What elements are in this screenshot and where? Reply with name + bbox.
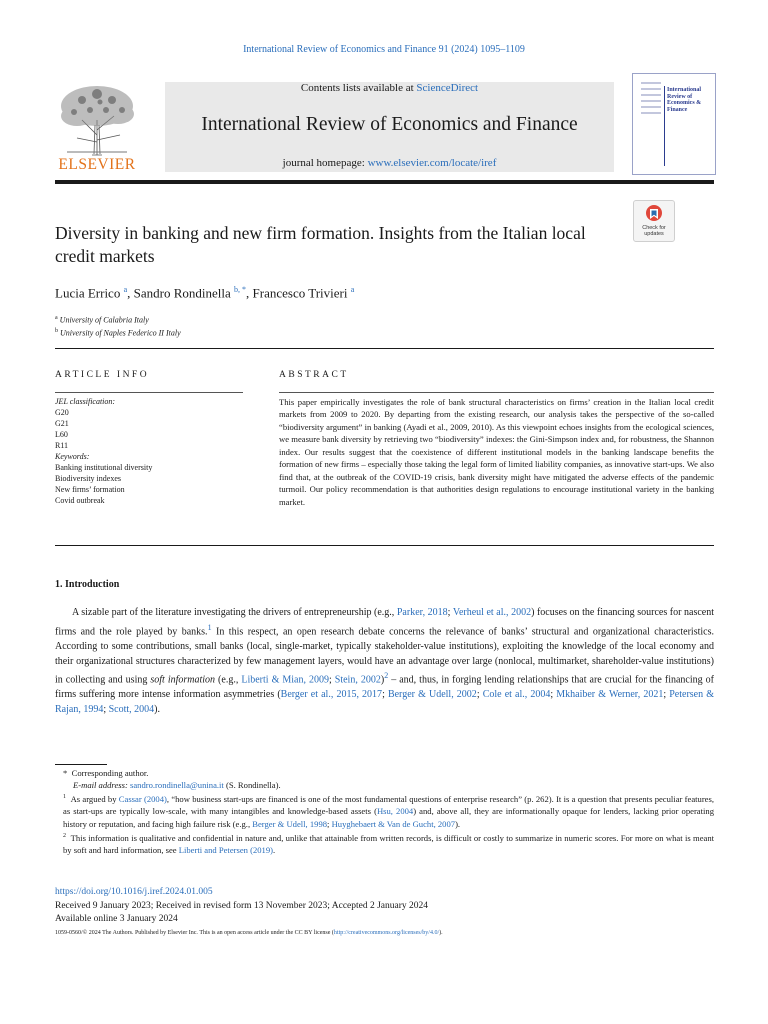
cover-stripe bbox=[664, 86, 665, 166]
jel-code: R11 bbox=[55, 441, 69, 450]
jel-code: L60 bbox=[55, 430, 68, 439]
author-affil-mark[interactable]: a bbox=[123, 285, 128, 294]
abstract-text: This paper empirically investigates the role of bank structural characteristics on firms’ creation in the Italian local credit markets from 2009 to 2020. By departing from the existing research, our analysis takes the perspective of the so-called “biodiversity argument” in banking (Ayadi et al., 2009, 2010). As this viewpoint echoes insights from the ecological sciences, we measure bank diversity by retrieving two “biodiversity” indexes: the Gini-Simpson index and, for robustness, the Shannon index. Our results suggest that the coexistence of different institutional models in the banking landscape benefits the formation of new firms – especially those taking the legal form of limited liability companies, as innovative start-ups. We also find that, at the outbreak of the COVID-19 crisis, bank diversity might have mitigated the adverse effects of the pandemic turmoil. Our policy recommendation is that authorities design regulations to encourage institutional variety in the banking market. bbox=[279, 397, 714, 507]
homepage-line bbox=[165, 157, 614, 169]
author-affil-mark[interactable]: a bbox=[350, 285, 355, 294]
doi-link[interactable]: https://doi.org/10.1016/j.iref.2024.01.005 bbox=[55, 887, 213, 897]
check-for-updates-button[interactable] bbox=[633, 200, 675, 242]
elsevier-tree-icon bbox=[52, 80, 142, 156]
footnote-link[interactable]: 1 bbox=[207, 622, 212, 632]
section-rule bbox=[55, 348, 714, 349]
cover-inner bbox=[637, 78, 709, 168]
jel-label: JEL classification: bbox=[55, 397, 116, 406]
citation-link[interactable]: Stein, 2002 bbox=[334, 674, 381, 686]
citation-link[interactable]: Liberti and Petersen (2019) bbox=[178, 844, 274, 855]
affiliations bbox=[55, 313, 181, 338]
email-link[interactable]: sandro.rondinella@unina.it bbox=[129, 780, 224, 791]
header-rule bbox=[55, 180, 714, 184]
abstract-rule bbox=[279, 392, 714, 393]
citation-link[interactable]: Scott, 2004 bbox=[108, 704, 155, 716]
citation-link[interactable]: Huyghebaert & Van de Gucht, 2007 bbox=[331, 818, 456, 829]
cover-title: International Review of Economics & Finance bbox=[667, 87, 702, 113]
citation-link[interactable]: Verheul et al., 2002 bbox=[452, 607, 532, 618]
affil-sup: b bbox=[55, 327, 58, 334]
journal-title: International Review of Economics and Finance bbox=[201, 114, 578, 135]
author-list: Lucia Errico $^a$, Sandro Rondinella $^{b, *}$, Francesco Trivieri $^a$ bbox=[55, 285, 355, 301]
contents-prefix: Contents lists available at bbox=[300, 82, 417, 94]
received-dates: Received 9 January 2023; Received in revised form 13 November 2023; Accepted 2 January 2024 bbox=[55, 901, 429, 911]
citation-link[interactable]: Berger & Udell, 1998 bbox=[252, 818, 328, 829]
keyword: Covid outbreak bbox=[55, 496, 105, 505]
check-for-updates-label: Check for updates bbox=[642, 225, 666, 237]
affil-text: University of Calabria Italy bbox=[59, 315, 149, 325]
citation-link[interactable]: Berger et al., 2015, 2017 bbox=[280, 689, 383, 701]
abstract-heading: ABSTRACT bbox=[279, 370, 349, 380]
citation-link[interactable]: Petersen & Rajan, 1994 bbox=[55, 689, 715, 716]
citation-link[interactable]: Cole et al., 2004 bbox=[482, 689, 551, 701]
cover-decoration bbox=[641, 82, 661, 118]
corresponding-author-note: * Corresponding author. bbox=[63, 768, 149, 778]
affil-text: University of Naples Federico II Italy bbox=[60, 328, 181, 338]
affil-sup: a bbox=[55, 315, 58, 321]
paragraph: A sizable part of the literature investigating the drivers of entrepreneurship (e.g., Parker, 2018; Verheul et al., 2002) focuses on the financing sources for nascent firms and the role played by banks.$^1$ In this respect, an open research debate concerns the relevance of banks’ structural and organizational characteristics. According to some contributions, small banks (local, single-market, typically stakeholder-value institutions), exploiting the knowledge of the local economy and their organizational structures characterized by few management layers, would have an advantage over large (nonlocal, multimarket, shareholder-value institutions) in collecting and using soft information (e.g., Liberti & Mian, 2009; Stein, 2002)$^2$ – and, thus, in forging lending relationships that are crucial for the financing of firms suffering more intense information asymmetries (Berger et al., 2015, 2017; Berger & Udell, 2002; Cole et al., 2004; Mkhaiber & Werner, 2021; Petersen & Rajan, 1994; Scott, 2004). bbox=[55, 607, 715, 716]
license-line: 1059-0560/© 2024 The Authors. Published by Elsevier Inc. This is an open access article under the CC BY license (http://creativecommons.org/licenses/by/4.0/). bbox=[55, 930, 443, 936]
license-link[interactable]: http://creativecommons.org/licenses/by/4.0/ bbox=[333, 930, 440, 936]
sciencedirect-link[interactable]: ScienceDirect bbox=[416, 82, 479, 94]
section-rule bbox=[55, 545, 714, 546]
article-title: Diversity in banking and new firm formation. Insights from the Italian local credit markets bbox=[55, 223, 586, 266]
article-info bbox=[55, 396, 243, 506]
section-heading: 1. Introduction bbox=[55, 579, 120, 590]
elsevier-wordmark: ELSEVIER bbox=[58, 156, 136, 173]
citation-link[interactable]: Cassar (2004) bbox=[118, 794, 167, 805]
jel-code: G21 bbox=[55, 419, 69, 428]
footnote-2: $^2$ This information is qualitative and confidential in nature and, unlike that attainable from written records, is difficult or costly to summarize in numeric scores. For more on what is meant by soft and hard information, see Liberti and Petersen (2019). bbox=[63, 832, 715, 855]
citation-link[interactable]: Hsu, 2004 bbox=[376, 806, 414, 817]
footnote-link[interactable]: 2 bbox=[384, 671, 389, 681]
author-affil-mark[interactable]: b, * bbox=[234, 285, 247, 294]
journal-citation[interactable]: International Review of Economics and Finance 91 (2024) 1095–1109 bbox=[243, 44, 525, 55]
affiliation-a bbox=[55, 313, 181, 326]
article-info-rule bbox=[55, 392, 243, 393]
email-note: E-mail address: sandro.rondinella@unina.it (S. Rondinella). bbox=[73, 780, 281, 791]
keyword: Biodiversity indexes bbox=[55, 474, 121, 483]
article-info-heading: ARTICLE INFO bbox=[55, 370, 150, 380]
jel-code: G20 bbox=[55, 408, 69, 417]
footnote-1: $^1$ As argued by Cassar (2004), “how business start-ups are financed is one of the most fundamental questions of enterprise research” (p. 262). It is a question that presents peculiar features, as start-ups are typically low-scale, with many intangibles and knowledge-based assets (Hsu, 2004) and, above all, they are informationally opaque for lenders, lacking prior operating history or reputation, and facing high failure risk (e.g., Berger & Udell, 1998; Huyghebaert & Van de Gucht, 2007). bbox=[63, 794, 714, 829]
author-name: Lucia Errico bbox=[55, 285, 121, 301]
bookmark-icon bbox=[645, 204, 663, 224]
citation-link[interactable]: Berger & Udell, 2002 bbox=[387, 689, 477, 701]
journal-cover-thumbnail[interactable] bbox=[632, 73, 716, 175]
citation-link[interactable]: Liberti & Mian, 2009 bbox=[241, 674, 329, 686]
online-date: Available online 3 January 2024 bbox=[55, 914, 178, 924]
keyword: New firms’ formation bbox=[55, 485, 125, 494]
footnote-rule bbox=[55, 764, 107, 765]
footnotes bbox=[55, 767, 714, 856]
homepage-link[interactable]: www.elsevier.com/locate/iref bbox=[367, 157, 497, 169]
contents-line bbox=[165, 82, 614, 94]
introduction-body bbox=[55, 606, 714, 718]
elsevier-logo[interactable] bbox=[52, 80, 142, 174]
keywords-label: Keywords: bbox=[55, 452, 90, 461]
author-name: Francesco Trivieri bbox=[252, 285, 348, 301]
citation-link[interactable]: Mkhaiber & Werner, 2021 bbox=[556, 689, 664, 701]
homepage-prefix: journal homepage: bbox=[282, 157, 368, 169]
keyword: Banking institutional diversity bbox=[55, 463, 153, 472]
author-name: Sandro Rondinella bbox=[133, 285, 231, 301]
citation-link[interactable]: Parker, 2018 bbox=[396, 607, 448, 618]
affiliation-b bbox=[55, 326, 181, 339]
